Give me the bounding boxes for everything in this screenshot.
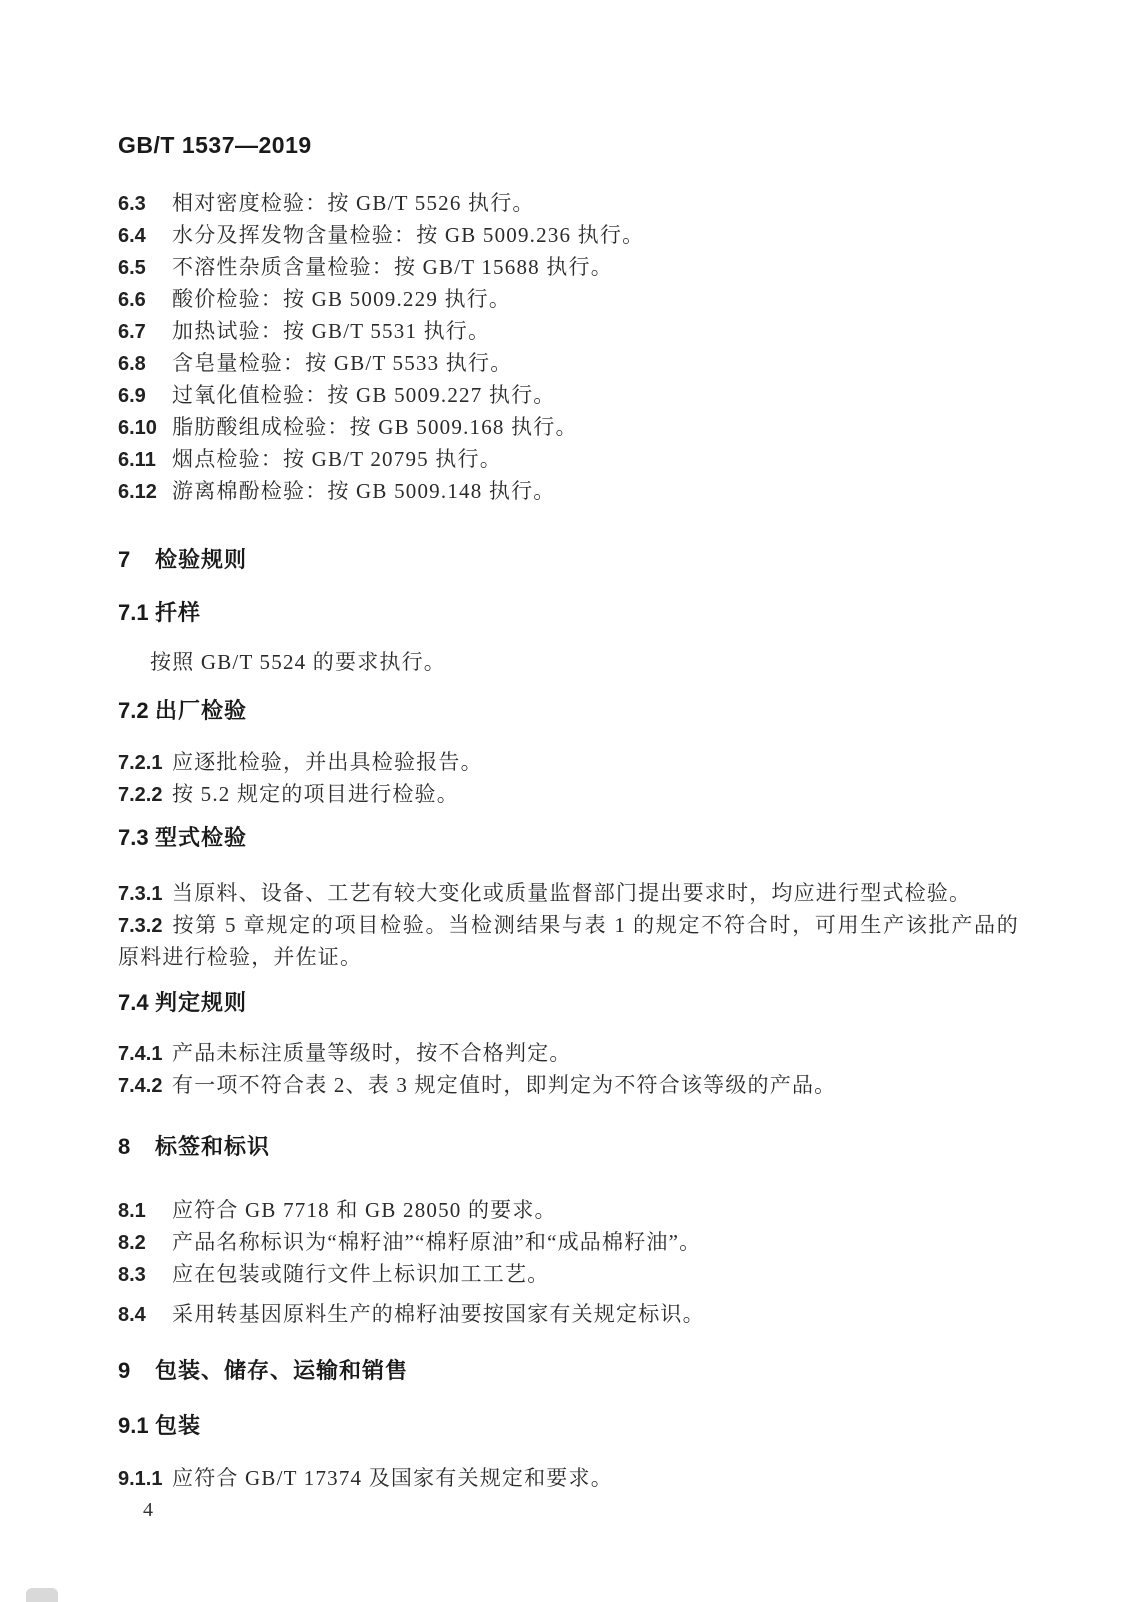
section-number: 9 [118, 1358, 131, 1383]
section-heading-7-1 [118, 600, 1019, 626]
clause-text: 按第 5 章规定的项目检验。当检测结果与表 1 的规定不符合时，可用生产该批产品的原料进行检验，并佐证。 [118, 913, 1019, 969]
section-number: 7.1 [118, 600, 149, 625]
section-title: 包装 [155, 1413, 202, 1438]
clause-number: 6.6 [118, 289, 146, 311]
clause-number: 7.3.1 [118, 883, 163, 905]
clause-text: 酸价检验：按 GB 5009.229 执行。 [172, 287, 512, 311]
section-heading-7-2 [118, 698, 1019, 724]
section-title: 型式检验 [155, 825, 248, 850]
clause-6-5 [118, 252, 1019, 284]
clause-number: 6.7 [118, 321, 146, 343]
clause-6-11 [118, 444, 1019, 476]
clause-6-4 [118, 220, 1019, 252]
clause-text: 产品未标注质量等级时，按不合格判定。 [172, 1041, 572, 1065]
clause-text: 脂肪酸组成检验：按 GB 5009.168 执行。 [172, 415, 578, 439]
clause-text: 采用转基因原料生产的棉籽油要按国家有关规定标识。 [172, 1302, 705, 1326]
clause-number: 6.12 [118, 481, 157, 503]
clause-7-3-1 [118, 878, 1019, 910]
clause-text: 烟点检验：按 GB/T 20795 执行。 [172, 447, 502, 471]
section-heading-7-3 [118, 825, 1019, 851]
clause-text: 有一项不符合表 2、表 3 规定值时，即判定为不符合该等级的产品。 [172, 1073, 837, 1097]
clause-6-10 [118, 412, 1019, 444]
standard-code-header: GB/T 1537—2019 [118, 132, 312, 158]
section-number: 7.2 [118, 698, 149, 723]
clause-number: 7.2.1 [118, 752, 163, 774]
clause-text: 游离棉酚检验：按 GB 5009.148 执行。 [172, 479, 556, 503]
clause-number: 6.10 [118, 417, 157, 439]
clause-number: 7.4.2 [118, 1075, 163, 1097]
section-title: 扦样 [155, 600, 202, 625]
section-number: 7.3 [118, 825, 149, 850]
clause-number: 8.2 [118, 1232, 146, 1254]
clause-6-7 [118, 316, 1019, 348]
clause-6-8 [118, 348, 1019, 380]
section-number: 9.1 [118, 1413, 149, 1438]
clause-8-3 [118, 1259, 1019, 1291]
section-heading-7 [118, 547, 1019, 573]
paragraph-7-1: 按照 GB/T 5524 的要求执行。 [150, 650, 447, 674]
section-title: 检验规则 [155, 547, 248, 572]
clause-8-2 [118, 1227, 1019, 1259]
section-number: 7.4 [118, 990, 149, 1015]
clause-7-4-2 [118, 1070, 1019, 1102]
clause-text: 相对密度检验：按 GB/T 5526 执行。 [172, 191, 535, 215]
clause-6-6 [118, 284, 1019, 316]
clause-7-3-2 [118, 910, 1019, 973]
section-heading-7-4 [118, 990, 1019, 1016]
section-number: 7 [118, 547, 131, 572]
section-number: 8 [118, 1134, 131, 1159]
clause-text: 过氧化值检验：按 GB 5009.227 执行。 [172, 383, 556, 407]
section-title: 判定规则 [155, 990, 248, 1015]
section-title: 包装、储存、运输和销售 [155, 1358, 409, 1383]
clause-6-3 [118, 188, 1019, 220]
page-number: 4 [143, 1499, 153, 1521]
clause-number: 6.11 [118, 449, 156, 471]
clause-number: 7.4.1 [118, 1043, 163, 1065]
clause-7-2-1 [118, 747, 1019, 779]
clause-number: 6.4 [118, 225, 146, 247]
clause-number: 6.3 [118, 193, 146, 215]
clause-text: 含皂量检验：按 GB/T 5533 执行。 [172, 351, 513, 375]
clause-text: 当原料、设备、工艺有较大变化或质量监督部门提出要求时，均应进行型式检验。 [172, 881, 972, 905]
clause-text: 产品名称标识为“棉籽油”“棉籽原油”和“成品棉籽油”。 [172, 1230, 702, 1254]
section-heading-9-1 [118, 1413, 1019, 1439]
clause-text: 应符合 GB 7718 和 GB 28050 的要求。 [172, 1198, 557, 1222]
clause-number: 7.3.2 [118, 915, 163, 937]
clause-8-4 [118, 1299, 1019, 1331]
clause-number: 9.1.1 [118, 1468, 163, 1490]
clause-number: 8.1 [118, 1200, 146, 1222]
section-heading-9 [118, 1358, 1019, 1384]
section-heading-8 [118, 1134, 1019, 1160]
clause-7-2-2 [118, 779, 1019, 811]
clause-text: 按 5.2 规定的项目进行检验。 [172, 782, 459, 806]
clause-text: 加热试验：按 GB/T 5531 执行。 [172, 319, 491, 343]
clause-number: 6.5 [118, 257, 146, 279]
clause-text: 应符合 GB/T 17374 及国家有关规定和要求。 [172, 1466, 613, 1490]
section-title: 标签和标识 [155, 1134, 271, 1159]
clause-6-9 [118, 380, 1019, 412]
clause-7-4-1 [118, 1038, 1019, 1070]
clause-number: 7.2.2 [118, 784, 163, 806]
clause-number: 8.3 [118, 1264, 146, 1286]
section-title: 出厂检验 [155, 698, 248, 723]
clause-number: 8.4 [118, 1304, 146, 1326]
clause-text: 应逐批检验，并出具检验报告。 [172, 750, 483, 774]
clause-6-12 [118, 476, 1019, 508]
clause-text: 水分及挥发物含量检验：按 GB 5009.236 执行。 [172, 223, 645, 247]
clause-number: 6.9 [118, 385, 146, 407]
clause-number: 6.8 [118, 353, 146, 375]
clause-9-1-1 [118, 1463, 1019, 1495]
clause-8-1 [118, 1195, 1019, 1227]
clause-text: 应在包装或随行文件上标识加工工艺。 [172, 1262, 550, 1286]
clause-text: 不溶性杂质含量检验：按 GB/T 15688 执行。 [172, 255, 613, 279]
